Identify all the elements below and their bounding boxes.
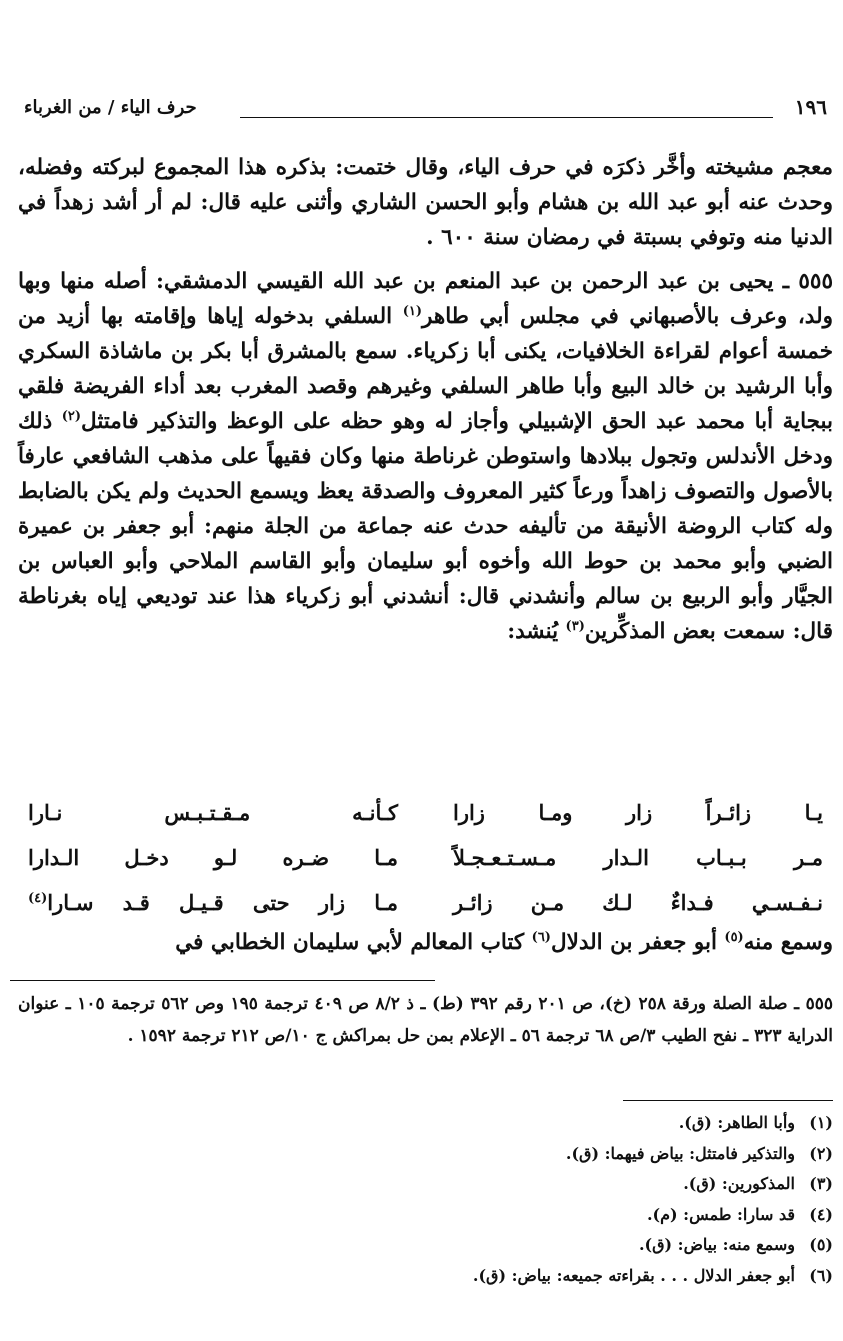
footnote-item [18,1200,833,1231]
running-title: حرف الياء / من الغرباء [24,97,197,118]
footnote-ref-1[interactable]: (١) [402,303,423,319]
entry-text-part4: يُنشد: [507,619,566,644]
footnotes-separator [623,1100,833,1101]
verse-second-hemistich-with-ref [28,890,398,915]
header-rule [240,117,773,118]
footnote-text: المذكورين: (ق). [683,1174,795,1193]
entry-text-part2: السلفي بدخوله إياها وإقامته بها أزيد من خمسة أعوام لقراءة الخلافيات، يكنى أبا زكرياء. سمع بالمشرق أبا بكر بن ماشاذة السكري وأبا الرشيد بن خالد البيع وأبا طاهر السلفي وغيرهم وقصد المغرب بعد أداء الفريضة فلقي ببجاية أبا محمد عبد الحق الإشبيلي وأجاز له وهو حظه على الوعظ والتذكير فامتثل [18,304,834,434]
footnote-item [18,1169,833,1200]
after-poem-part2: أبو جعفر بن الدلال [550,930,725,955]
footnote-ref-6[interactable]: (٦) [531,929,551,945]
footnote-text: وسمع منه: بياض: (ق). [638,1235,795,1254]
footnote-item [18,1139,833,1170]
footnotes [18,1108,833,1291]
footnote-item [18,1230,833,1261]
poem-verse [18,800,833,845]
footnote-number: (١) [809,1113,833,1132]
sources-separator [10,980,435,981]
footnote-ref-2[interactable]: (٢) [61,408,82,424]
footnote-ref-4[interactable]: (٤) [28,891,48,906]
footnote-text: والتذكير فامتثل: بياض فيهما: (ق). [565,1143,795,1163]
sources-note: ٥٥٥ ـ صلة الصلة ورقة ٢٥٨ (خ)، ص ٢٠١ رقم ٣٩٢ (ط) ـ ذ ٨/٢ ص ٤٠٩ ترجمة ١٩٥ وص ٥٦٢ ترجمة ١٠٥ ـ عنوان الدراية ٣٢٣ ـ نفح الطيب ٣/ص ٦٨ ترجمة ٥٦ ـ الإعلام بمن حل بمراكش ج ١٠/ص ٢١٢ ترجمة ١٥٩٢ . [18,994,833,1046]
footnote-number: (٤) [809,1204,833,1224]
verse-second-hemistich: مـا ضـره لـو دخـل الـدارا [28,845,398,870]
footnote-text: أبو جعفر الدلال . . . بقراءته جميعه: بياض: (ق). [472,1265,795,1285]
main-text [18,150,833,649]
after-poem-part3: كتاب المعالم لأبي سليمان الخطابي في [175,930,532,955]
poem [18,800,833,935]
footnote-number: (٥) [809,1235,833,1254]
footnote-number: (٢) [809,1143,833,1163]
after-poem-part1: وسمع منه [743,930,833,955]
footnote-text: وأبا الطاهر: (ق). [678,1113,795,1132]
footnote-ref-5[interactable]: (٥) [724,929,744,945]
after-poem-line [18,925,833,960]
footnote-ref-3[interactable]: (٣) [565,618,585,634]
page-number: ١٩٦ [794,95,827,119]
poem-verse [18,845,833,890]
verse-first-hemistich: مـر بـبـاب الـدار مـسـتـعـجـلاً [453,845,823,870]
footnote-item [18,1261,833,1292]
verse-second-hemistich: كـأنـه مـقـتـبـس نـارا [28,800,398,825]
entry-text-part1: ٥٥٥ ـ يحيى بن عبد الرحمن بن عبد المنعم بن عبد الله القيسي الدمشقي: أصله منها وبها ولد، وعرف بالأصبهاني في مجلس أبي طاهر [18,269,833,329]
entry-text-part3: ذلك ودخل الأندلس وتجول ببلادها واستوطن غرناطة منها وكان فقيهاً على مذهب الشافعي عارفاً بالأصول والتصوف زاهداً ورعاً كثير المعروف والصدقة يعظ ويسمع الحديث ولم يكن بالضابط وله كتاب الروضة الأنيقة من تأليفه حدث عنه جماعة من الجلة منهم: أبو جعفر بن عميرة الضبي وأبو محمد بن حوط الله وأخوه أبو سليمان وأبو القاسم الملاحي وأبو العباس بن الجيَّار وأبو الربيع بن سالم وأنشدني قال: أنشدني أبو زكرياء هذا عند توديعي إياه بغرناطة قال: سمعت بعض المذكِّرين [18,409,833,644]
footnote-item [18,1108,833,1139]
page-header [18,95,833,125]
verse-first-hemistich: يـا زائـراً زار ومـا زارا [453,800,823,825]
verse-first-hemistich: نـفـسـي فـداءٌ لـك مـن زائـر [453,890,823,915]
continuation-paragraph: معجم مشيخته وأخَّر ذكرَه في حرف الياء، وقال ختمت: بذكره هذا المجموع لبركته وفضله، وحدث عنه أبو عبد الله بن هشام وأبو الحسن الشاري وأثنى عليه قال: لم أر أشد زهداً في الدنيا منه وتوفي بسبتة في رمضان سنة ٦٠٠ . [18,155,833,250]
entry-555-paragraph [18,264,833,649]
verse-second-hemistich: مـا زار حتى قـيـل قـد سـارا [47,890,398,915]
footnote-number: (٦) [809,1265,833,1285]
footnote-text: قد سارا: طمس: (م). [646,1204,795,1224]
footnote-number: (٣) [809,1174,833,1193]
